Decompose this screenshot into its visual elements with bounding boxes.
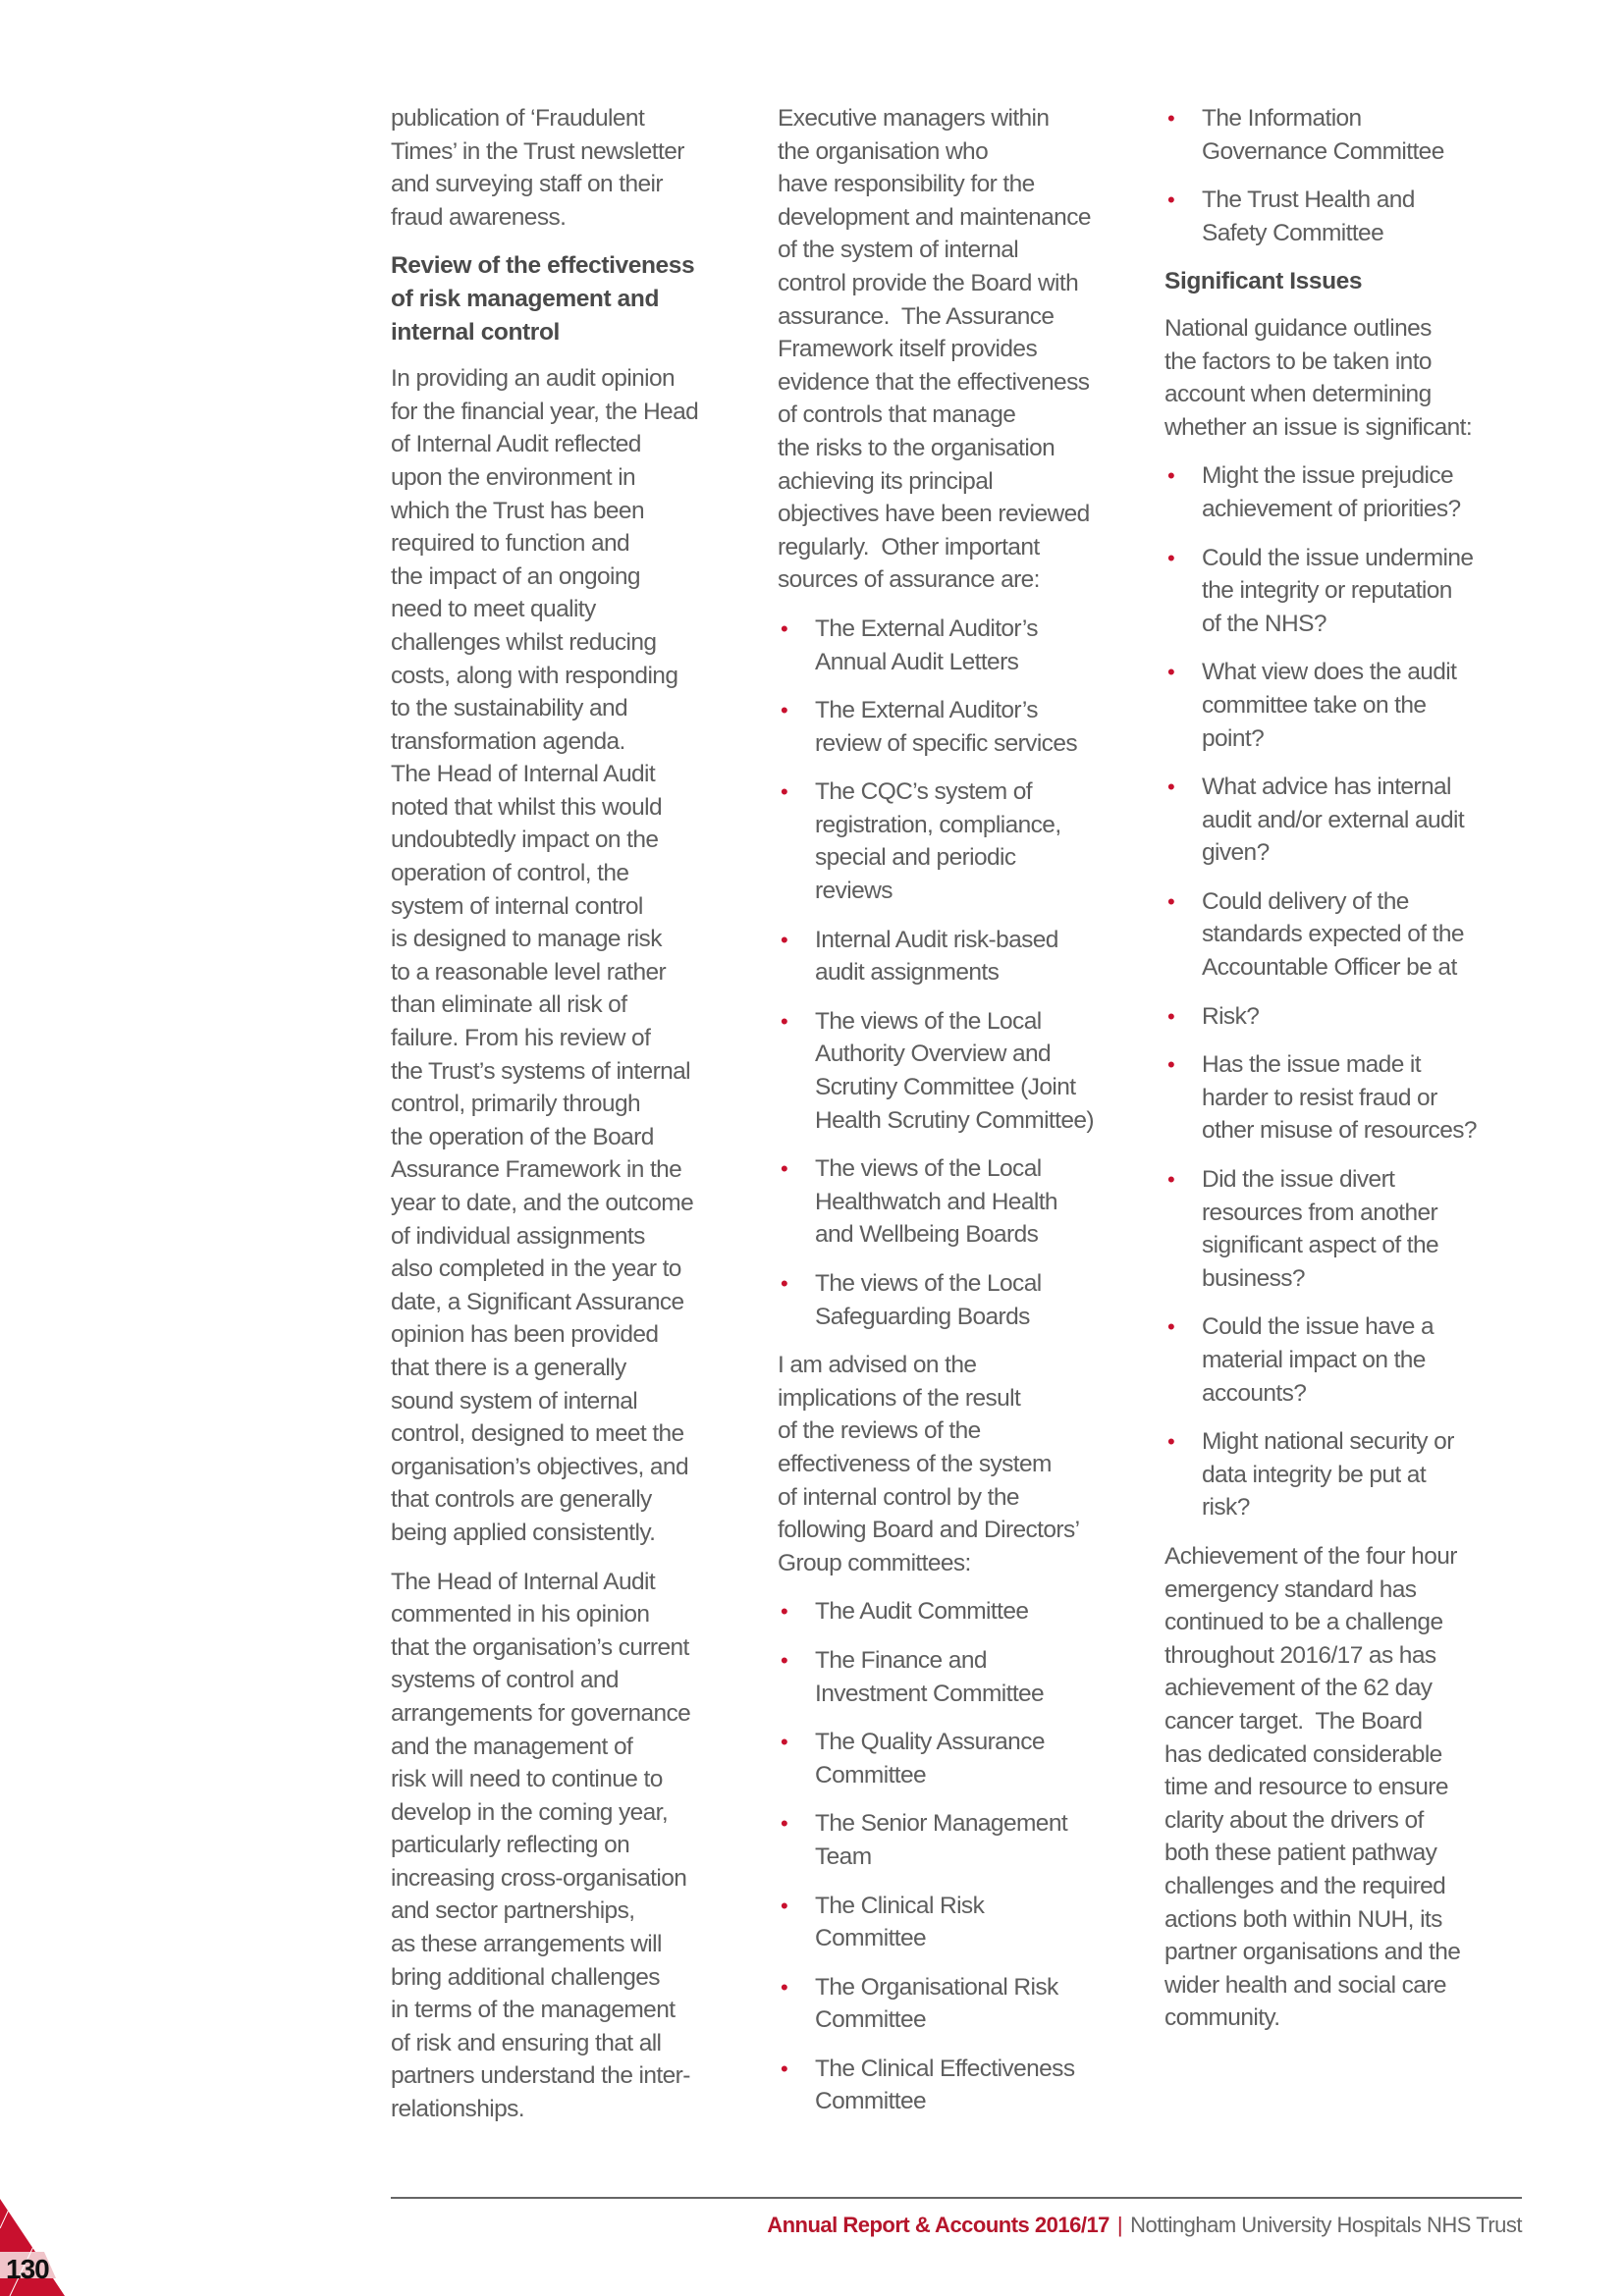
bullet-icon: • [781,1811,788,1837]
column-2 [778,102,1151,2134]
list-item [1164,102,1538,168]
list-item-text: The views of the Local Authority Overview and Scrutiny Committee (Joint Health Scrutiny Committee) [815,1007,1094,1134]
bullet-icon: • [781,1893,788,1918]
bullet-icon: • [781,698,788,723]
list-item [778,2053,1151,2118]
list-item [778,1807,1151,1873]
list-item [1164,1000,1538,1034]
bullet-icon: • [781,615,788,641]
report-title: Annual Report & Accounts 2016/17 [767,2213,1110,2237]
list-item-text: The Senior Management Team [815,1810,1068,1870]
list-item [1164,184,1538,249]
list-item-text: Internal Audit risk-based audit assignments [815,926,1058,987]
bullet-icon: • [1167,1429,1175,1455]
significance-questions-list [1164,459,1538,1524]
list-item [1164,459,1538,525]
bullet-icon: • [1167,463,1175,489]
list-item-text: The External Auditor’s review of specific services [815,697,1077,757]
bullet-icon: • [781,1974,788,2000]
list-item-text: The views of the Local Safeguarding Boards [815,1270,1042,1330]
bullet-icon: • [781,2056,788,2081]
list-item [1164,542,1538,641]
list-item-text: What advice has internal audit and/or external audit given? [1202,774,1465,867]
bullet-icon: • [781,1156,788,1182]
list-item [1164,1048,1538,1148]
list-item [778,1595,1151,1629]
paragraph: Achievement of the four hour emergency standard has continued to be a challenge throughout 2016/17 as has achievement of the 62 day cancer target. The Board has dedicated considerable time and resource to ensure clarity about the drivers of both these patient pathway challenges and the required actions both within NUH, its partner organisations and the wider health and social care community. [1164,1542,1461,2032]
bullet-icon: • [781,1008,788,1034]
column-3 [1164,102,1538,2051]
bullet-icon: • [1167,888,1175,914]
list-item [778,613,1151,678]
footer-divider [391,2197,1522,2199]
list-item [1164,1163,1538,1295]
list-item [778,1726,1151,1791]
list-item [1164,885,1538,985]
column-1 [391,102,764,2142]
list-item-text: Could the issue have a material impact on the accounts? [1202,1313,1435,1407]
bullet-icon: • [781,1730,788,1755]
paragraph: Executive managers within the organisation who have responsibility for the development and maintenance of the system of internal control provide the Board with assurance. The Assurance Framework itself provides evidence that the effectiveness of controls that manage the risks to the organisation achieving its principal objectives have been reviewed regularly. Other important sources of assurance are: [778,105,1091,594]
bullet-icon: • [1167,660,1175,685]
list-item-text: The External Auditor’s Annual Audit Letters [815,614,1038,675]
list-item [1164,1425,1538,1524]
list-item-text: The Finance and Investment Committee [815,1646,1045,1707]
bullet-icon: • [1167,1314,1175,1340]
list-item [778,1005,1151,1137]
list-item [778,775,1151,907]
list-item-text: Could delivery of the standards expected of the Accountable Officer be at [1202,887,1464,982]
bullet-icon: • [1167,106,1175,131]
assurance-sources-list [778,613,1151,1333]
bullet-icon: • [1167,1167,1175,1193]
bullet-icon: • [781,1271,788,1296]
page-number: 130 [6,2254,49,2284]
bullet-icon: • [781,1647,788,1673]
footer [767,2213,1522,2238]
list-item-text: The Clinical Effectiveness Committee [815,2055,1075,2115]
paragraph: publication of ‘Fraudulent Times’ in the Trust newsletter and surveying staff on their fraud awareness. [391,105,684,231]
list-item [778,924,1151,989]
organisation-name: Nottingham University Hospitals NHS Trust [1130,2213,1522,2237]
bullet-icon: • [1167,187,1175,213]
bullet-icon: • [1167,1003,1175,1029]
list-item-text: Risk? [1202,1002,1260,1030]
list-item [778,1267,1151,1333]
list-item-text: The Quality Assurance Committee [815,1729,1045,1789]
list-item-text: What view does the audit committee take on the point? [1202,659,1457,752]
paragraph: In providing an audit opinion for the financial year, the Head of Internal Audit reflected upon the environment in which the Trust has been required to function and the impact of an ongoing need to meet quality challenges whilst reducing costs, along with responding to the sustainability and transformation agenda. The Head of Internal Audit noted that whilst this would undoubtedly impact on the operation of control, the system of internal control is designed to manage risk to a reasonable level rather than eliminate all risk of failure. From his review of the Trust’s systems of internal control, primarily through the operation of the Board Assurance Framework in the year to date, and the outcome of individual assignments also completed in the year to date, a Significant Assurance opinion has been provided that there is a generally sound system of internal control, designed to meet the organisation’s objectives, and that controls are generally being applied consistently. [391,365,699,1546]
list-item-text: The Audit Committee [815,1598,1029,1626]
list-item [778,1890,1151,1955]
bullet-icon: • [1167,774,1175,800]
list-item-text: The Organisational Risk Committee [815,1973,1058,2034]
bullet-icon: • [781,1599,788,1625]
committees-list-continued [1164,102,1538,249]
paragraph: The Head of Internal Audit commented in his opinion that the organisation’s current systems of control and arrangements for governance and the management of risk will need to continue to develop in the coming year, particularly reflecting on increasing cross-organisation and sector partnerships, as these arrangements will bring additional challenges in terms of the management of risk and ensuring that all partners understand the inter- relationships. [391,1568,691,2123]
bullet-icon: • [1167,1052,1175,1078]
list-item-text: The CQC’s system of registration, compliance, special and periodic reviews [815,778,1061,905]
list-item [778,1152,1151,1252]
paragraph: I am advised on the implications of the result of the reviews of the effectiveness of the system of internal control by the following Board and Directors’ Group committees: [778,1352,1080,1576]
list-item-text: Might the issue prejudice achievement of priorities? [1202,462,1461,522]
list-item [778,1971,1151,2037]
list-item [778,1644,1151,1710]
list-item-text: The Clinical Risk Committee [815,1892,985,1952]
list-item-text: Has the issue made it harder to resist fraud or other misuse of resources? [1202,1051,1477,1145]
list-item [1164,1310,1538,1410]
list-item-text: Could the issue undermine the integrity or reputation of the NHS? [1202,544,1474,637]
paragraph: National guidance outlines the factors to be taken into account when determining whether an issue is significant: [1164,314,1473,441]
list-item-text: The Trust Health and Safety Committee [1202,187,1415,246]
section-heading: Significant Issues [1164,268,1363,295]
list-item-text: Might national security or data integrity be put at risk? [1202,1428,1454,1522]
list-item [778,694,1151,760]
list-item-text: Did the issue divert resources from another significant aspect of the business? [1202,1166,1439,1292]
bullet-icon: • [781,927,788,952]
list-item [1164,771,1538,870]
list-item-text: The Information Governance Committee [1202,105,1444,165]
section-heading: Review of the effectiveness of risk management and internal control [391,252,695,346]
list-item-text: The views of the Local Healthwatch and Health and Wellbeing Boards [815,1155,1057,1249]
list-item [1164,656,1538,755]
committees-list [778,1595,1151,2118]
bullet-icon: • [781,779,788,805]
footer-separator: | [1116,2213,1123,2237]
bullet-icon: • [1167,545,1175,570]
